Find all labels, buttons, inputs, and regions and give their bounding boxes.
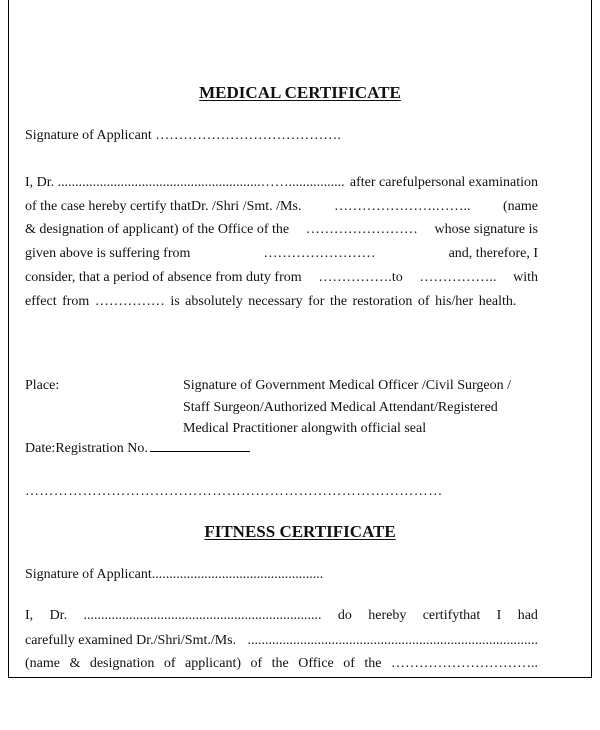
medical-body-line-6: effect from …………… is absolutely necessary for the restoration of his/her health. [25,294,517,309]
medical-certificate-title [0,83,600,103]
medical-certificate-title-text: MEDICAL CERTIFICATE [199,83,401,102]
section-separator: …………………………………………………………………………… [25,484,443,499]
date-registration-label: Date:Registration No. [25,441,148,456]
fitness-signature-line: Signature of Applicant................................................. [25,567,324,582]
fitness-body-line-1: I, Dr. .................................................................... do hereby certifythat I had [25,608,538,623]
medical-body-line-1: I, Dr. ..........................................................……................ after carefulpersonal examination [25,175,538,190]
place-label: Place: [25,378,60,393]
medical-signature-line: Signature of Applicant …………………………………. [25,128,341,143]
medical-body-line-4: given above is suffering from …………………… and, therefore, I [25,246,538,261]
medical-body-line-3: & designation of applicant) of the Office of the …………………… whose signature is [25,222,538,237]
page-bottom-rule [8,677,592,678]
medical-body-line-5: consider, that a period of absence from duty from …………….to …………….. with [25,270,538,285]
fitness-body-line-3: (name & designation of applicant) of the Office of the ………………………….. [25,656,538,671]
fitness-certificate-title-text: FITNESS CERTIFICATE [204,522,396,541]
signature-block-line-1: Signature of Government Medical Officer /Civil Surgeon / [183,378,512,393]
signature-block-line-3: Medical Practitioner alongwith official seal [183,421,427,436]
fitness-body-line-2: carefully examined Dr./Shri/Smt./Ms. ................................................................................... [25,633,538,648]
fitness-certificate-title [0,522,600,542]
registration-blank [150,439,250,452]
medical-body-line-2: of the case hereby certify thatDr. /Shri /Smt. /Ms. ………………….…….. (name [25,199,538,214]
signature-block-line-2: Staff Surgeon/Authorized Medical Attendant/Registered [183,400,498,415]
date-registration-line [25,439,250,458]
